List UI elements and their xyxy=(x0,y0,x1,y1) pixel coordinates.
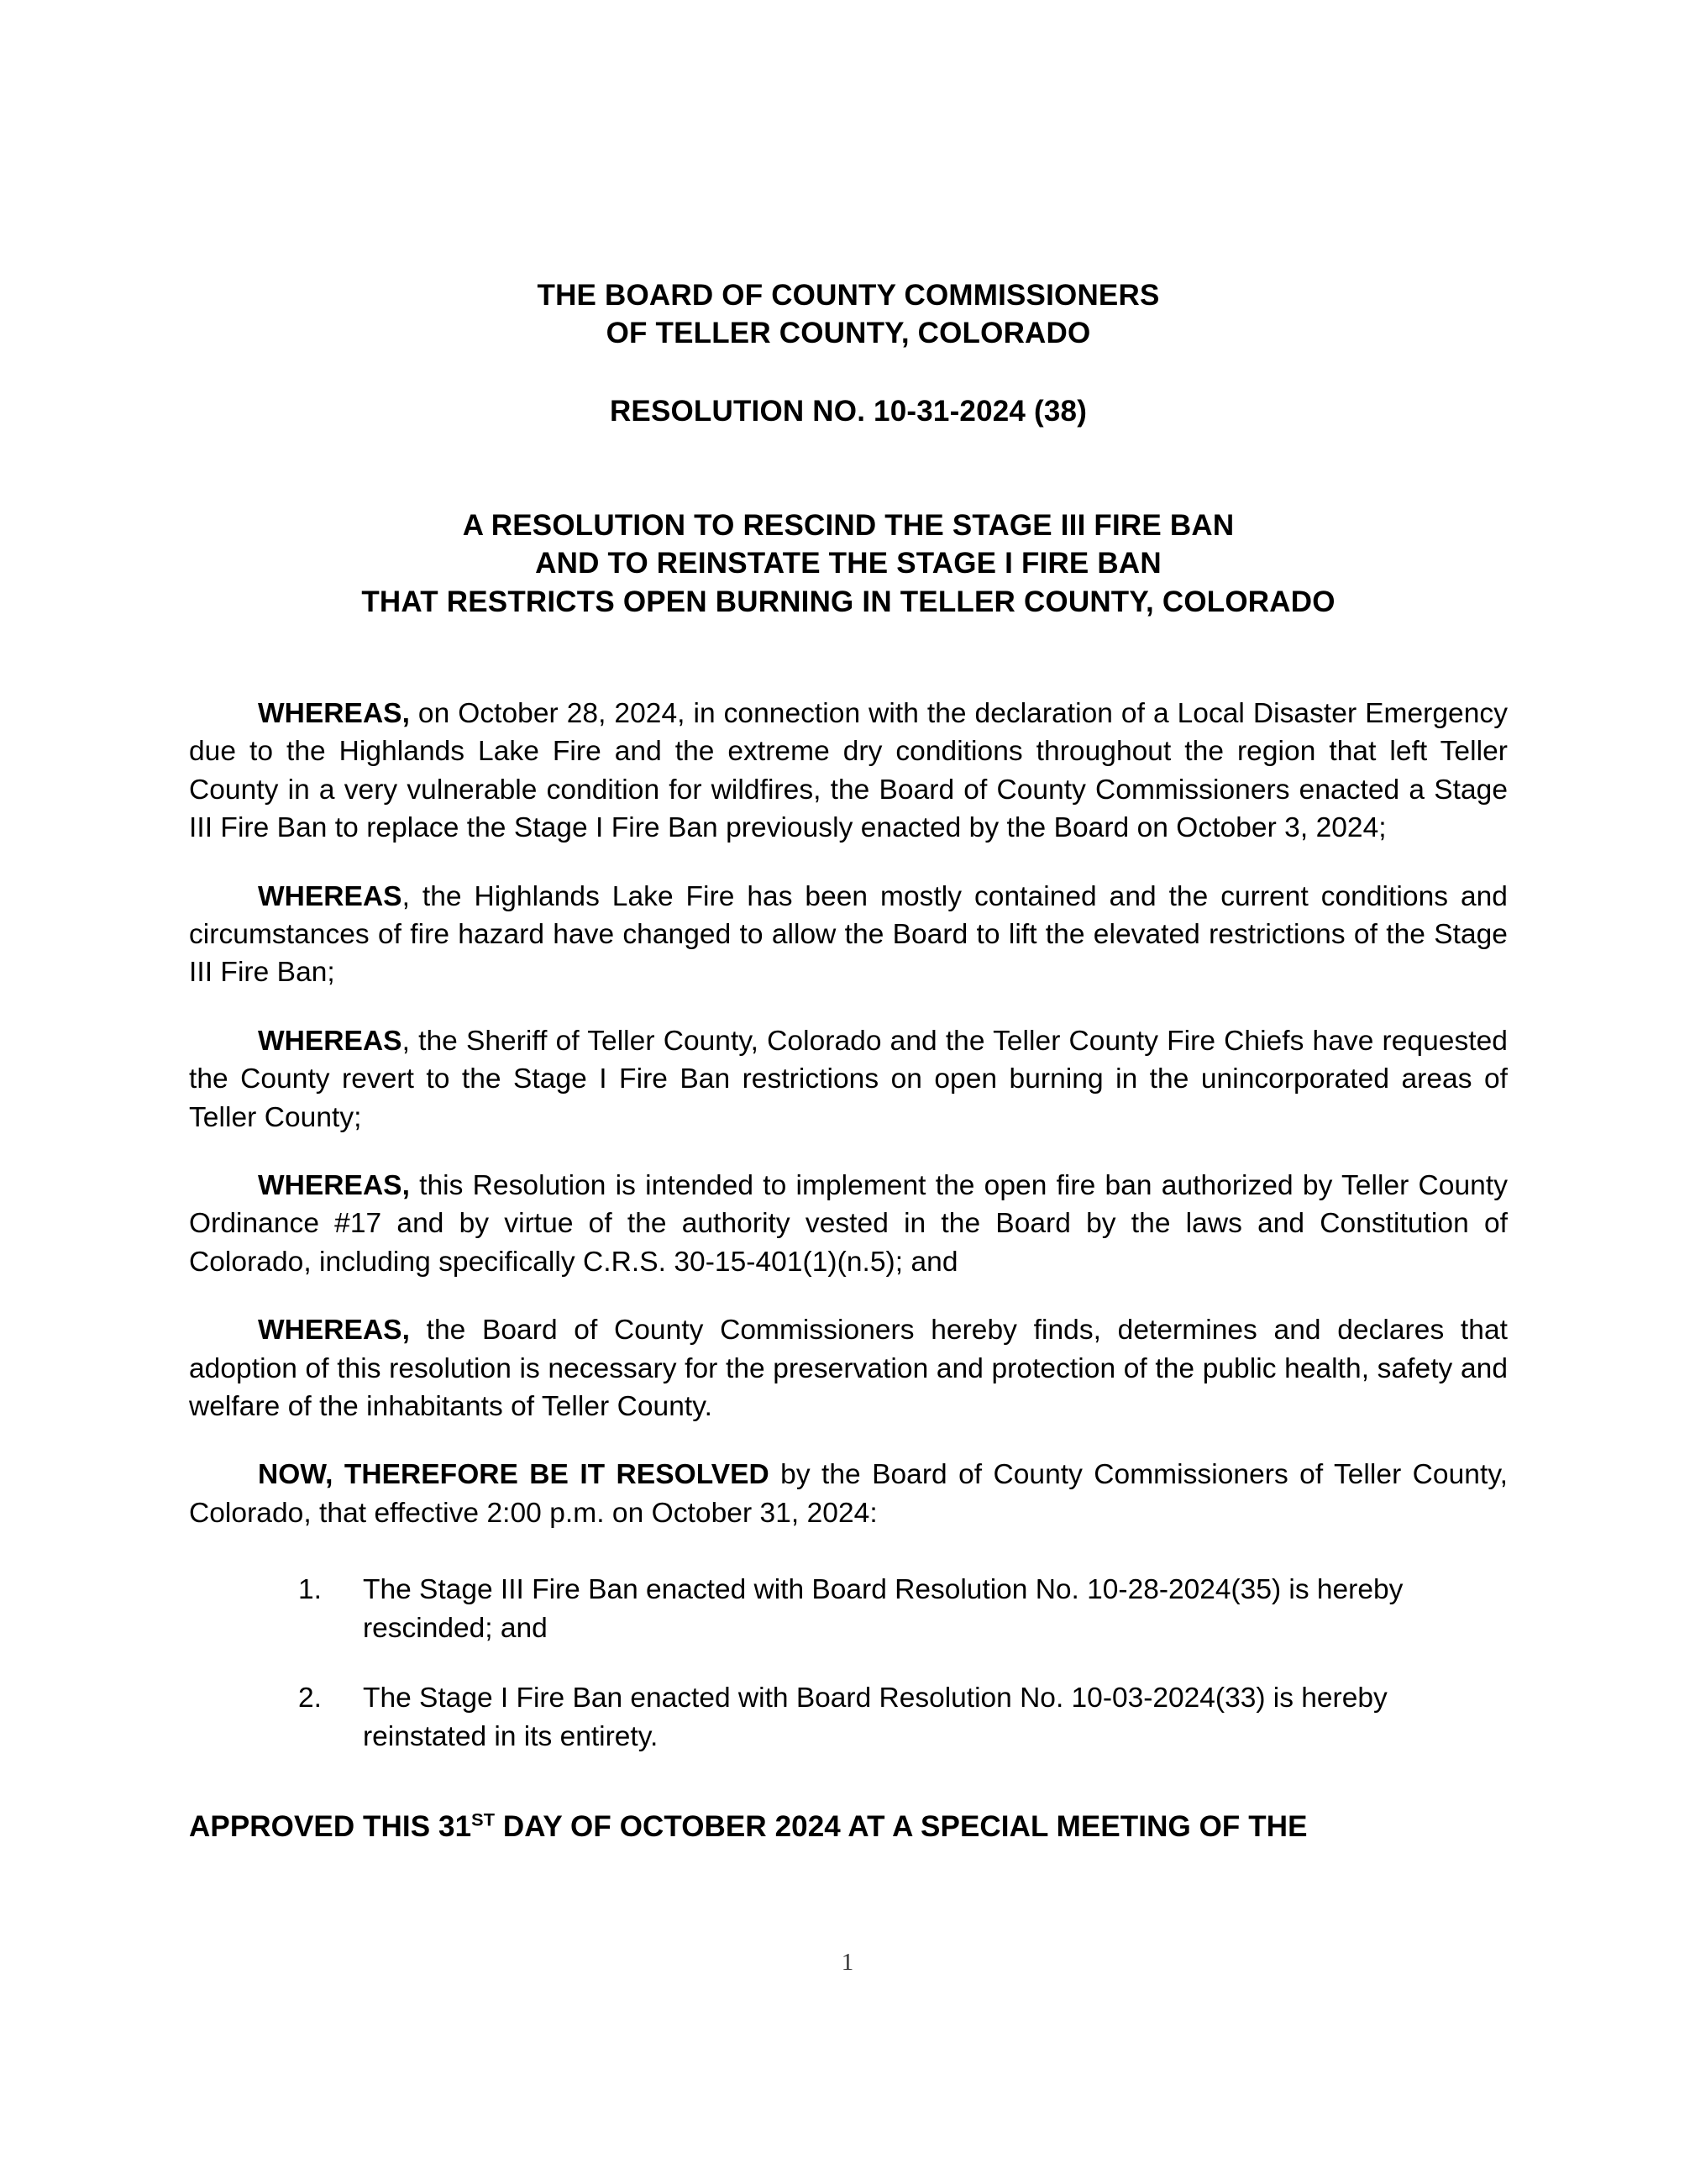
resolution-number: RESOLUTION NO. 10-31-2024 (38) xyxy=(609,394,1088,428)
recital-paragraph-2 xyxy=(189,878,1508,992)
list-item xyxy=(189,1571,1508,1647)
list-item-number-2: 2. xyxy=(298,1683,322,1714)
recital-text-3: , the Sheriff of Teller County, Colorado and the Teller County Fire Chiefs have requested the County revert to the Stage I Fire Ban restrictions on open burning in the unincorporated areas of Teller County; xyxy=(189,1025,1508,1133)
recital-lead-3: WHEREAS xyxy=(258,1025,402,1057)
recital-text-4: this Resolution is intended to implement the open fire ban authorized by Teller County Ordinance #17 and by virtue of the authority vested in the Board by the laws and Constitution of Colorado, including specifically C.R.S. 30-15-401(1)(n.5); and xyxy=(189,1170,1508,1278)
resolution-items-list xyxy=(189,1571,1508,1756)
document-title xyxy=(189,507,1508,622)
recital-paragraph-5 xyxy=(189,1311,1508,1425)
recital-lead-5: WHEREAS, xyxy=(258,1315,410,1347)
document-header xyxy=(189,277,1508,353)
recital-lead-4: WHEREAS, xyxy=(258,1170,410,1201)
approved-suffix: DAY OF OCTOBER 2024 AT A SPECIAL MEETING OF THE xyxy=(495,1810,1308,1844)
recital-text-2: , the Highlands Lake Fire has been mostly contained and the current conditions and circumstances of fire hazard have changed to allow the Board to lift the elevated restrictions of the Stage III Fire Ban; xyxy=(189,880,1508,989)
recital-text-5: the Board of County Commissioners hereby finds, determines and declares that adoption of this resolution is necessary for the preservation and protection of the public health, safety and welfare of the inhabitants of Teller County. xyxy=(189,1315,1508,1422)
approved-prefix: APPROVED THIS 31 xyxy=(189,1810,472,1844)
approved-ordinal-superscript: ST xyxy=(471,1809,496,1830)
header-line-1: THE BOARD OF COUNTY COMMISSIONERS xyxy=(537,279,1160,312)
resolved-text: by the Board of County Commissioners of Teller County, Colorado, that effective 2:00 p.m. on October 31, 2024: xyxy=(189,1459,1508,1529)
recital-paragraph-4 xyxy=(189,1167,1508,1281)
recital-paragraph-1 xyxy=(189,695,1508,848)
recital-paragraph-3 xyxy=(189,1022,1508,1137)
recital-lead-1: WHEREAS, xyxy=(258,698,410,730)
document-content xyxy=(189,0,1508,1846)
header-line-2: OF TELLER COUNTY, COLORADO xyxy=(606,316,1091,349)
approved-statement xyxy=(189,1808,1508,1846)
resolved-paragraph xyxy=(189,1456,1508,1532)
recital-lead-2: WHEREAS xyxy=(258,880,402,912)
title-line-3: THAT RESTRICTS OPEN BURNING IN TELLER COUNTY, COLORADO xyxy=(361,585,1336,618)
list-item-number-1: 1. xyxy=(298,1574,322,1606)
title-line-1: A RESOLUTION TO RESCIND THE STAGE III FIRE BAN xyxy=(462,508,1235,542)
document-body xyxy=(189,695,1508,1846)
list-item xyxy=(189,1679,1508,1756)
resolved-lead: NOW, THEREFORE BE IT RESOLVED xyxy=(258,1459,769,1491)
recital-text-1: on October 28, 2024, in connection with the declaration of a Local Disaster Emergency due to the Highlands Lake Fire and the extreme dry conditions throughout the region that left Teller County in a very vulnerable condition for wildfires, the Board of County Commissioners enacted a Stage III Fire Ban to replace the Stage I Fire Ban previously enacted by the Board on October 3, 2024; xyxy=(189,698,1508,844)
title-line-2: AND TO REINSTATE THE STAGE I FIRE BAN xyxy=(535,547,1162,580)
list-item-text-2: The Stage I Fire Ban enacted with Board Resolution No. 10-03-2024(33) is hereby reinstated in its entirety. xyxy=(363,1683,1388,1752)
list-item-text-1: The Stage III Fire Ban enacted with Board Resolution No. 10-28-2024(35) is hereby rescinded; and xyxy=(363,1574,1404,1644)
page-number: 1 xyxy=(841,1949,854,1976)
